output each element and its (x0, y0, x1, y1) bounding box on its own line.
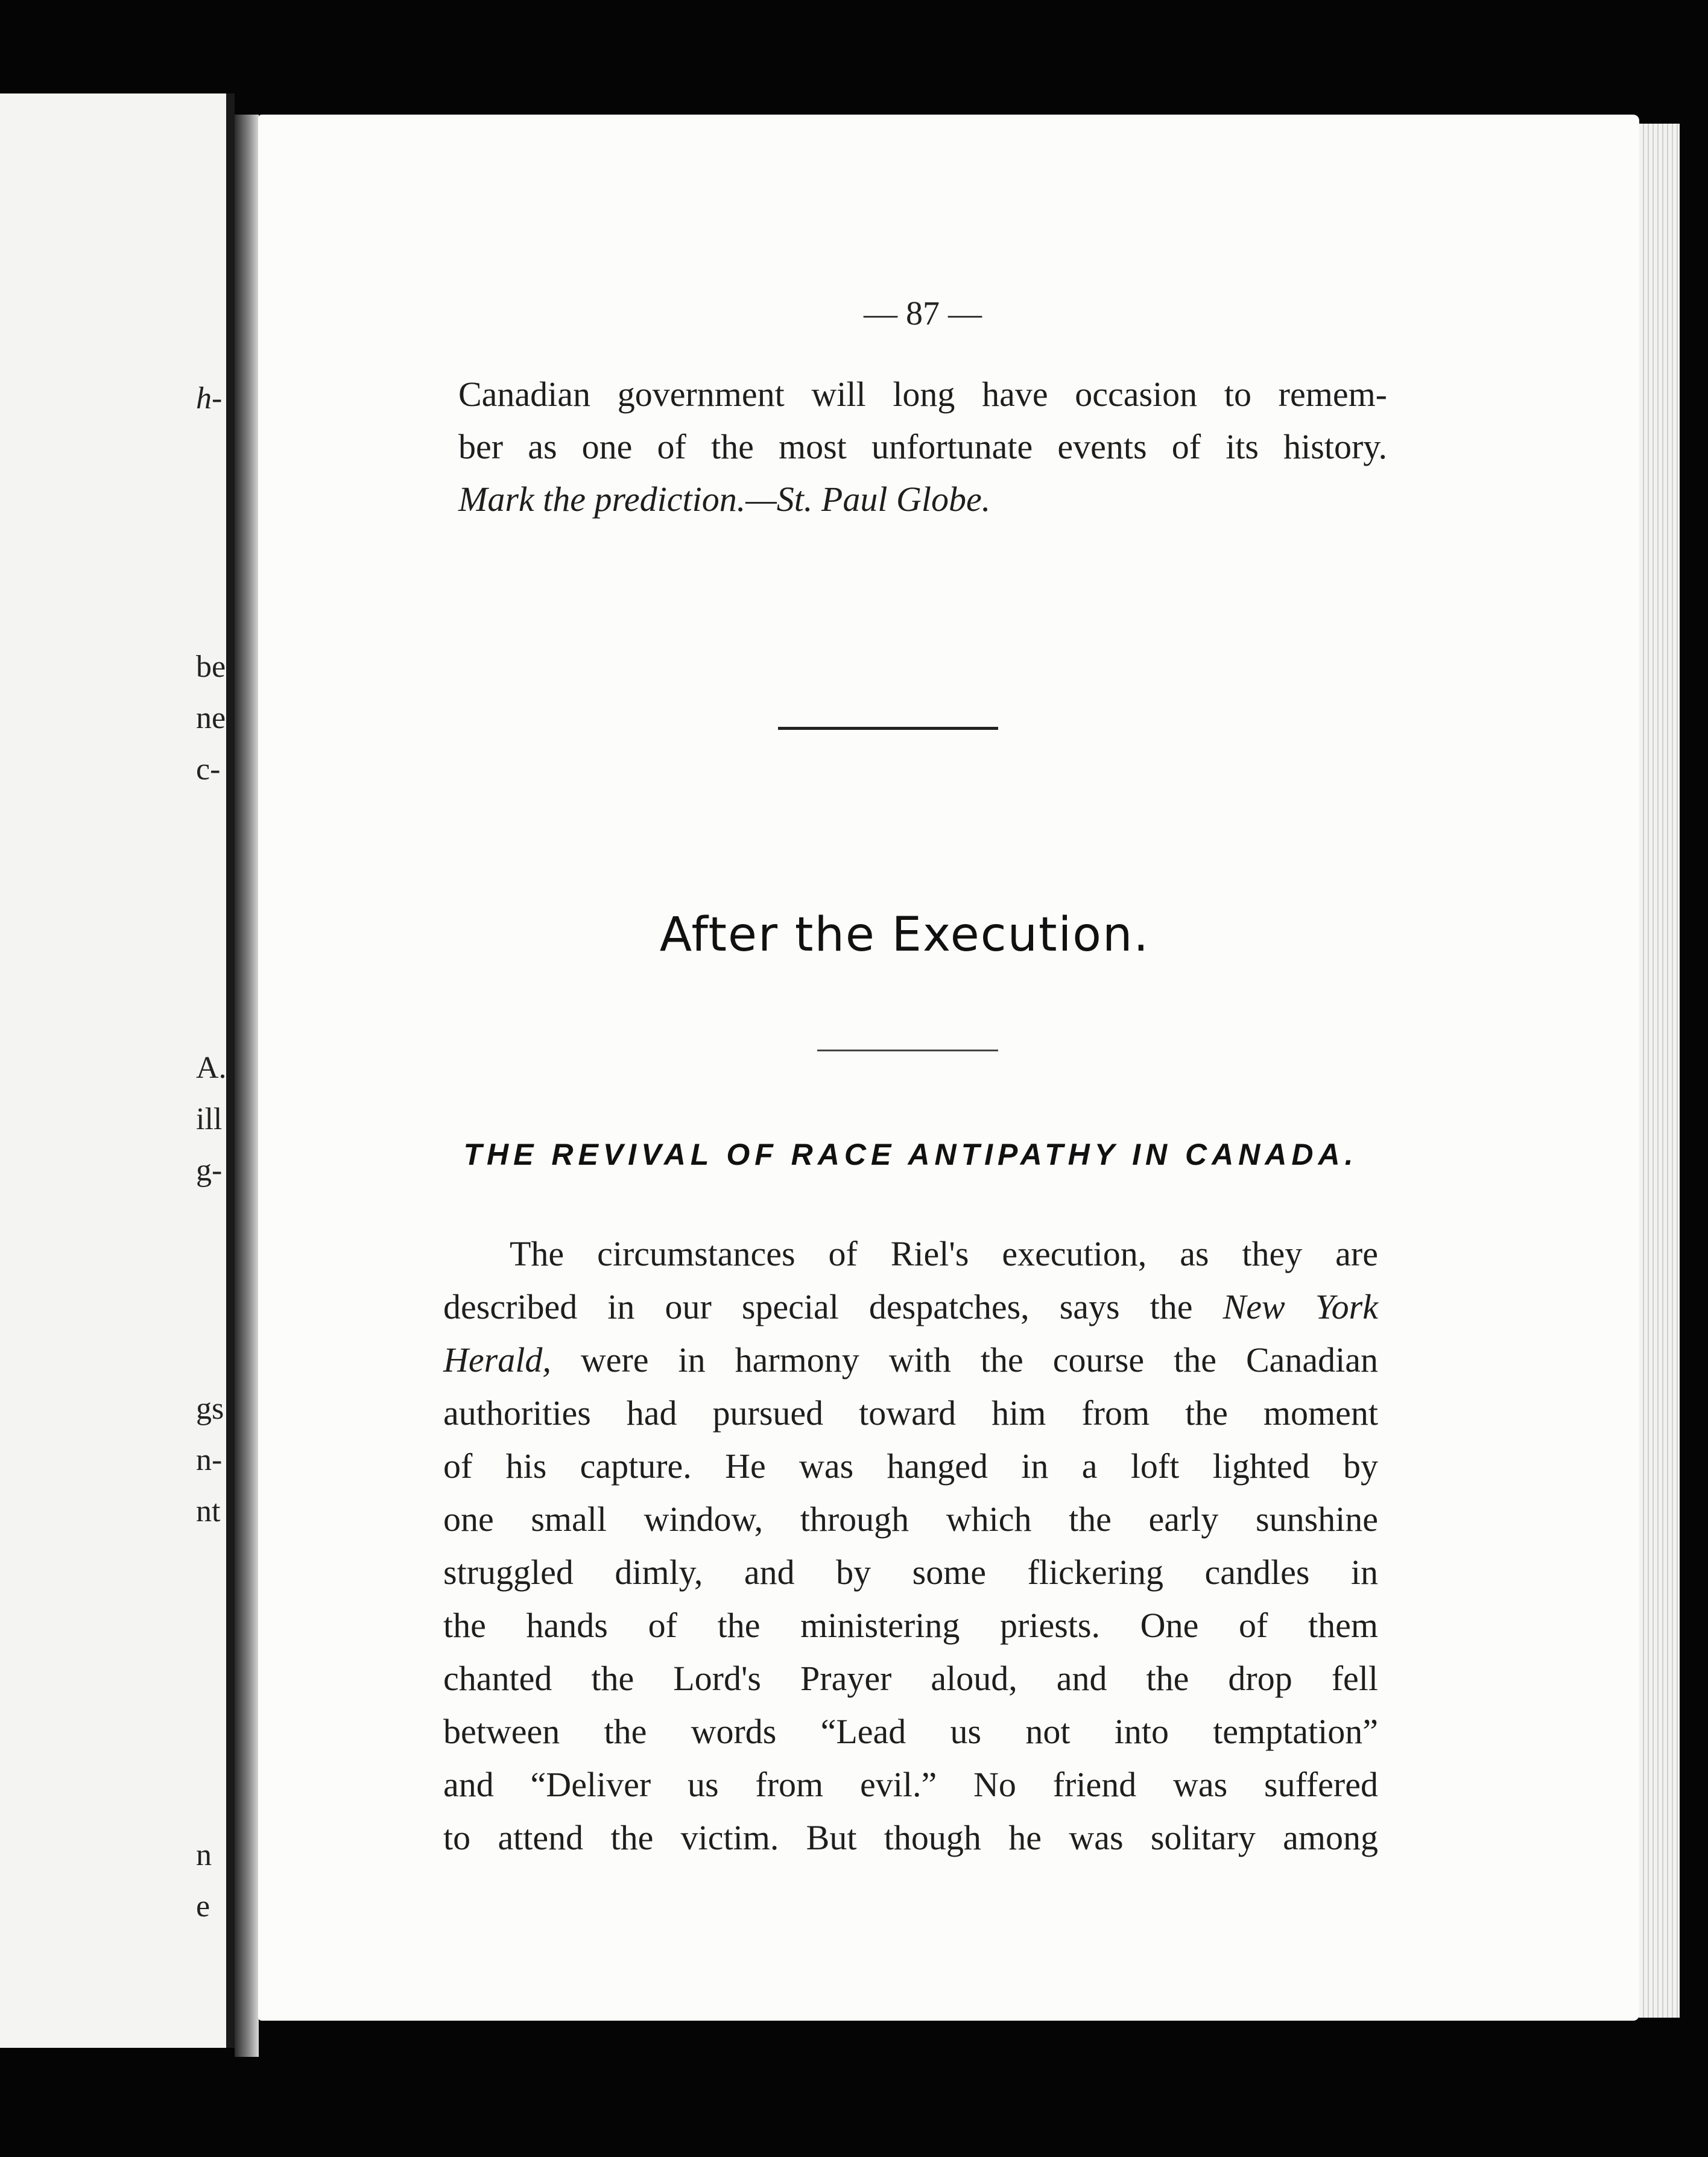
book-gutter (235, 115, 259, 2057)
text-line: struggled dimly, and by some flickering candles in (443, 1553, 1378, 1592)
text-line: to attend the victim. But though he was solitary among (443, 1818, 1378, 1857)
text-line (443, 1340, 1378, 1380)
left-fragment: gs (196, 1392, 224, 1426)
previous-page-edge (0, 93, 235, 2048)
text-span: described in our special despatches, says the (443, 1287, 1223, 1326)
left-fragment: e (196, 1889, 210, 1924)
text-span: were in harmony with the course the Canadian (551, 1340, 1378, 1379)
section-divider (778, 727, 998, 730)
left-fragment: n- (196, 1443, 223, 1477)
text-line: one small window, through which the early sunshine (443, 1500, 1378, 1539)
text-line: and “Deliver us from evil.” No friend was suffered (443, 1765, 1378, 1804)
text-line (443, 1287, 1378, 1327)
page-title: After the Execution. (659, 908, 1150, 962)
left-fragment: be (196, 650, 226, 684)
text-line: the hands of the ministering priests. One of them (443, 1606, 1378, 1645)
left-fragment: n (196, 1838, 212, 1872)
article-heading: THE REVIVAL OF RACE ANTIPATHY IN CANADA. (463, 1138, 1358, 1171)
title-divider (817, 1050, 998, 1051)
attribution: Mark the prediction.—St. Paul Globe. (458, 480, 991, 519)
text-line: between the words “Lead us not into temptation” (443, 1712, 1378, 1751)
left-fragment: c- (196, 752, 221, 787)
text-line: ber as one of the most unfortunate events of its history. (458, 427, 1387, 466)
left-fragment: h- (196, 381, 223, 416)
text-line: Canadian government will long have occasion to remem- (458, 375, 1387, 414)
text-line: chanted the Lord's Prayer aloud, and the drop fell (443, 1659, 1378, 1698)
left-fragment: g- (196, 1153, 223, 1188)
text-line: authorities had pursued toward him from the moment (443, 1393, 1378, 1433)
newspaper-name: Herald, (443, 1340, 551, 1379)
left-fragment: ne (196, 701, 226, 735)
newspaper-name: New York (1222, 1287, 1378, 1326)
left-fragment: A. (196, 1051, 227, 1085)
text-line: of his capture. He was hanged in a loft lighted by (443, 1446, 1378, 1486)
text-line: The circumstances of Riel's execution, as they are (510, 1234, 1378, 1273)
left-fragment: ill (196, 1102, 223, 1136)
left-fragment: nt (196, 1494, 221, 1528)
page-number: — 87 — (864, 295, 982, 332)
